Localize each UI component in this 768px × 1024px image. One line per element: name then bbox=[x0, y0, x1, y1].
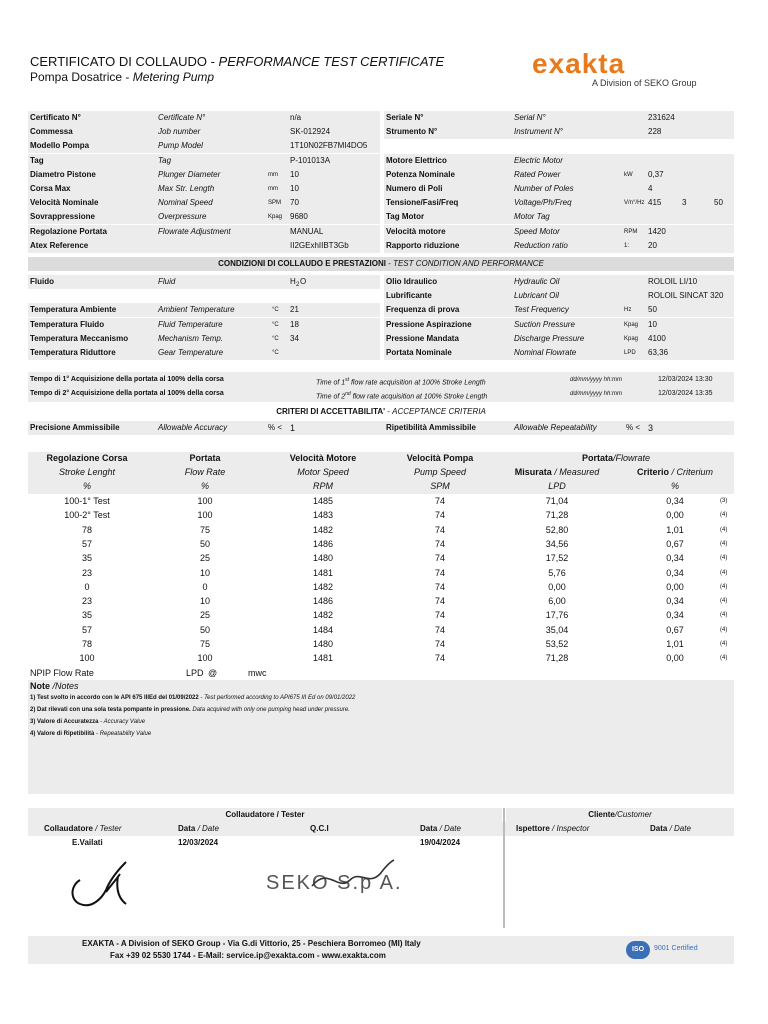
note-ref: (4) bbox=[720, 583, 728, 590]
criteria-row: Precisione Ammissibile Allowable Accuracy % < 1 Ripetibilità Ammissibile Allowable Repeatability % < 3 bbox=[28, 421, 734, 435]
table-cell: 10 bbox=[199, 596, 210, 607]
table-cell: 1486 bbox=[312, 596, 334, 607]
table-cell: 74 bbox=[434, 639, 445, 649]
info-right-row: Tensione/Fasi/Freq Voltage/Ph/Freq V/n°/Hz 415 3 50 bbox=[384, 196, 734, 210]
cond-left-row: Temperatura Fluido Fluid Temperature °C 18 bbox=[28, 318, 380, 332]
table-cell: 78 bbox=[81, 639, 92, 649]
table-cell: 17,52 bbox=[545, 553, 569, 564]
table-row bbox=[28, 623, 734, 637]
table-cell: 1480 bbox=[312, 639, 334, 649]
notes-box: Note /Notes 1) Test svolto in accordo con le API 675 IIIEd del 01/09/2022 - Test performed according to API675 III Ed on 09/01/2022 2) Dat rilevati con una sola testa pompante in pressione. Data acquired with only one pumping head under pressure. 3) Valore di Accuratezza - Accuracy Value 4) Valore di Ripetibilità - Repeatability Value bbox=[28, 680, 734, 794]
table-cell: 34,56 bbox=[545, 538, 569, 549]
info-left-row: Certificato N° Certificate N° n/a bbox=[28, 111, 380, 125]
note-item: 3) Valore di Accuratezza - Accuracy Value bbox=[30, 719, 146, 725]
cond-right-row: Pressione Mandata Discharge Pressure Kpag 4100 bbox=[384, 332, 734, 346]
tester-title: Collaudatore / Tester bbox=[28, 808, 502, 822]
info-right-block bbox=[384, 111, 734, 253]
table-cell: 10 bbox=[199, 567, 210, 578]
tester-name: E.Vailati bbox=[72, 838, 103, 847]
info-left-row: Diametro Pistone Plunger Diameter mm 10 bbox=[28, 168, 380, 182]
col-header: Regolazione Corsa bbox=[46, 453, 128, 463]
info-left-row: Commessa Job number SK-012924 bbox=[28, 125, 380, 139]
table-row bbox=[28, 537, 734, 551]
table-cell: 50 bbox=[199, 624, 210, 635]
table-cell: 74 bbox=[434, 553, 445, 564]
table-cell: 1484 bbox=[312, 624, 334, 635]
cond-left-row: Temperatura Riduttore Gear Temperature °C bbox=[28, 346, 380, 360]
table-cell: 74 bbox=[434, 610, 445, 621]
table-cell: 23 bbox=[81, 567, 92, 578]
signoff-block bbox=[28, 808, 734, 928]
table-cell: 1,01 bbox=[666, 639, 684, 649]
table-row bbox=[28, 651, 734, 665]
cond-left-row: Temperatura Ambiente Ambient Temperature °C 21 bbox=[28, 303, 380, 317]
info-left-row: Modello Pompa Pump Model 1T10N02FB7MI4DO5 bbox=[28, 139, 380, 153]
info-left-row: Corsa Max Max Str. Length mm 10 bbox=[28, 182, 380, 196]
info-left-block bbox=[28, 111, 380, 253]
note-ref: (3) bbox=[720, 498, 728, 504]
logo-tagline: A Division of SEKO Group bbox=[592, 78, 697, 88]
note-ref: (4) bbox=[720, 540, 728, 547]
certificate-subtitle: Pompa Dosatrice - Metering Pump bbox=[30, 70, 215, 84]
table-cell: 52,80 bbox=[545, 524, 569, 535]
table-row bbox=[28, 508, 734, 522]
note-ref: (4) bbox=[720, 655, 728, 662]
table-row bbox=[28, 580, 734, 594]
info-right-row: Motore Elettrico Electric Motor bbox=[384, 154, 734, 168]
info-left-row: Atex Reference II2GExhIIBT3Gb bbox=[28, 239, 380, 253]
table-cell: 0,00 bbox=[666, 653, 684, 664]
tester-date: 12/03/2024 bbox=[178, 838, 219, 847]
table-cell: 0,00 bbox=[666, 581, 684, 592]
accuracy-value: 1 bbox=[290, 423, 296, 433]
cond-left-row: Temperatura Meccanismo Mechanism Temp. °C 34 bbox=[28, 332, 380, 346]
table-row bbox=[28, 523, 734, 537]
table-cell: 1,01 bbox=[666, 524, 684, 535]
table-cell: 6,00 bbox=[548, 596, 566, 607]
note-item: 1) Test svolto in accordo con le API 675 IIIEd del 01/09/2022 - Test performed according to API675 III Ed on 09/01/2022 bbox=[30, 695, 356, 701]
title-it: CERTIFICATO DI COLLAUDO bbox=[30, 54, 207, 69]
table-cell: 0,34 bbox=[666, 610, 684, 621]
exakta-logo bbox=[532, 50, 712, 94]
seko-stamp: SEKO S.p A. bbox=[266, 872, 403, 894]
table-cell: 100-1° Test bbox=[64, 496, 110, 506]
table-cell: 74 bbox=[434, 581, 445, 592]
npip-row: NPIP Flow Rate LPD @ mwc bbox=[30, 667, 267, 678]
acquisition-row: Tempo di 2° Acquisizione della portata al 100% della corsa Time of 2nd flow rate acquisition at 100% Stroke Length dd/mm/yyyy hh:mm 12/03/2024 13:35 bbox=[30, 390, 713, 401]
table-cell: 0 bbox=[84, 581, 90, 592]
table-cell: 100 bbox=[197, 496, 213, 506]
table-cell: 100-2° Test bbox=[64, 510, 110, 521]
qci-signature bbox=[308, 856, 398, 896]
cond-right-row: Olio Idraulico Hydraulic Oil ROLOIL LI/10 bbox=[384, 275, 734, 289]
table-cell: 100 bbox=[197, 653, 213, 664]
repeatability-value: 3 bbox=[648, 423, 654, 433]
table-cell: 23 bbox=[81, 596, 92, 607]
certificate-title: CERTIFICATO DI COLLAUDO - PERFORMANCE TEST CERTIFICATE bbox=[30, 54, 445, 69]
table-cell: 35,04 bbox=[545, 624, 569, 635]
note-item: 2) Dat rilevati con una sola testa pompante in pressione. Data acquired with only one pumping head under pressure. bbox=[30, 707, 350, 713]
table-cell: 1481 bbox=[312, 653, 334, 664]
table-cell: 1480 bbox=[312, 553, 334, 564]
table-cell: 1486 bbox=[312, 538, 334, 549]
footer bbox=[28, 936, 734, 964]
table-cell: 71,28 bbox=[545, 653, 569, 664]
table-cell: 71,28 bbox=[545, 510, 569, 521]
table-row bbox=[28, 637, 734, 651]
criteria-title: CRITERI DI ACCETTABILITA' - ACCEPTANCE CRITERIA bbox=[276, 407, 486, 416]
table-row bbox=[28, 494, 734, 508]
table-cell: 74 bbox=[434, 596, 445, 607]
table-cell: 0,34 bbox=[666, 567, 684, 578]
customer-title: Cliente/Customer bbox=[506, 808, 734, 822]
results-header: Regolazione Corsa Portata Velocità Motore Velocità Pompa Portata/Flowrate Stroke Lenght Flow Rate Motor Speed Pump Speed Misurata / Measured Criterio / Criterium % % RPM SPM LPD % bbox=[28, 452, 734, 494]
table-cell: 5,76 bbox=[548, 567, 566, 578]
table-cell: 74 bbox=[434, 567, 445, 578]
info-left-row: Tag Tag P-101013A bbox=[28, 154, 380, 168]
cond-right-row: Portata Nominale Nominal Flowrate LPD 63,36 bbox=[384, 346, 734, 360]
table-cell: 17,76 bbox=[545, 610, 569, 621]
qci-date: 19/04/2024 bbox=[420, 838, 461, 847]
conditions-title: CONDIZIONI DI COLLAUDO E PRESTAZIONI - TEST CONDITION AND PERFORMANCE bbox=[28, 257, 734, 271]
info-right-row: Rapporto riduzione Reduction ratio 1: 20 bbox=[384, 239, 734, 253]
table-cell: 74 bbox=[434, 653, 445, 664]
table-cell: 1481 bbox=[312, 567, 334, 578]
results-table bbox=[28, 452, 734, 680]
cond-right-row: Frequenza di prova Test Frequency Hz 50 bbox=[384, 303, 734, 317]
table-cell: 100 bbox=[79, 653, 95, 664]
note-ref: (4) bbox=[720, 598, 728, 605]
cond-right-row: Lubrificante Lubricant Oil ROLOIL SINCAT 320 bbox=[384, 289, 734, 303]
info-right-row: Velocità motore Speed Motor RPM 1420 bbox=[384, 225, 734, 239]
table-cell: 53,52 bbox=[545, 639, 569, 649]
note-ref: (4) bbox=[720, 641, 728, 647]
tester-signature bbox=[66, 854, 146, 914]
table-cell: 1482 bbox=[312, 610, 334, 621]
table-cell: 35 bbox=[81, 553, 92, 564]
footer-line1: EXAKTA - A Division of SEKO Group - Via G.di Vittorio, 25 - Peschiera Borromeo (MI) Italy bbox=[82, 939, 421, 948]
iso-badge bbox=[626, 940, 716, 960]
note-ref: (4) bbox=[720, 612, 728, 619]
table-cell: 78 bbox=[81, 524, 92, 535]
table-cell: 35 bbox=[81, 610, 92, 621]
repeatability-label: Ripetibilità Ammissibile bbox=[386, 423, 476, 432]
table-cell: 57 bbox=[81, 538, 92, 549]
table-cell: 74 bbox=[434, 510, 445, 521]
table-cell: 25 bbox=[199, 610, 210, 621]
col-header: Velocità Pompa bbox=[406, 453, 474, 463]
table-cell: 0,34 bbox=[666, 496, 684, 506]
info-right-row bbox=[384, 139, 734, 153]
signoff-divider bbox=[503, 808, 505, 928]
note-ref: (4) bbox=[720, 555, 728, 562]
logo-wordmark: exakta bbox=[532, 48, 626, 79]
col-header: Velocità Motore bbox=[289, 453, 357, 463]
info-right-row: Tag Motor Motor Tag bbox=[384, 210, 734, 224]
table-cell: 75 bbox=[199, 639, 210, 649]
conditions-left bbox=[28, 275, 380, 360]
info-right-row: Potenza Nominale Rated Power kW 0,37 bbox=[384, 168, 734, 182]
table-cell: 74 bbox=[434, 538, 445, 549]
footer-line2: Fax +39 02 5530 1744 - E-Mail: service.ip@exakta.com - www.exakta.com bbox=[110, 951, 386, 960]
title-en: PERFORMANCE TEST CERTIFICATE bbox=[218, 54, 445, 69]
table-cell: 1482 bbox=[312, 581, 334, 592]
note-ref: (4) bbox=[720, 569, 728, 576]
cond-right-row: Pressione Aspirazione Suction Pressure Kpag 10 bbox=[384, 318, 734, 332]
table-cell: 74 bbox=[434, 624, 445, 635]
col-header: Portata bbox=[189, 453, 221, 463]
table-row bbox=[28, 594, 734, 608]
table-cell: 0 bbox=[202, 581, 208, 592]
signoff-col-headers: Collaudatore / Tester Data / Date Q.C.I Data / Date Ispettore / Inspector Data / Date bbox=[28, 822, 734, 836]
info-right-row: Seriale N° Serial N° 231624 bbox=[384, 111, 734, 125]
table-cell: 74 bbox=[434, 496, 445, 506]
table-cell: 25 bbox=[199, 553, 210, 564]
acquisition-row: Tempo di 1° Acquisizione della portata al 100% della corsa Time of 1st flow rate acquisition at 100% Stroke Length dd/mm/yyyy hh:mm 12/03/2024 13:30 bbox=[30, 376, 713, 387]
info-right-row: Strumento N° Instrument N° 228 bbox=[384, 125, 734, 139]
info-right-row: Numero di Poli Number of Poles 4 bbox=[384, 182, 734, 196]
table-cell: 0,34 bbox=[666, 553, 684, 564]
table-cell: 74 bbox=[434, 524, 445, 535]
note-item: 4) Valore di Ripetibilità - Repeatability Value bbox=[30, 731, 152, 737]
table-row bbox=[28, 551, 734, 565]
table-cell: 0,00 bbox=[666, 510, 684, 521]
conditions-right bbox=[384, 275, 734, 360]
table-cell: 1483 bbox=[312, 510, 334, 521]
table-cell: 100 bbox=[197, 510, 213, 521]
acquisition-times bbox=[28, 372, 734, 402]
cond-left-row: Fluido Fluid H 2 O bbox=[28, 275, 380, 289]
accuracy-label: Precisione Ammissibile bbox=[30, 423, 120, 432]
info-left-row: Regolazione Portata Flowrate Adjustment MANUAL bbox=[28, 225, 380, 239]
iso-globe-icon: ISO bbox=[626, 941, 650, 959]
table-cell: 0,67 bbox=[666, 624, 684, 635]
table-cell: 71,04 bbox=[545, 496, 569, 506]
table-row bbox=[28, 608, 734, 622]
table-cell: 0,34 bbox=[666, 596, 684, 607]
table-cell: 0,00 bbox=[548, 581, 566, 592]
info-left-row: Velocità Nominale Nominal Speed SPM 70 bbox=[28, 196, 380, 210]
table-row bbox=[28, 566, 734, 580]
table-cell: 0,67 bbox=[666, 538, 684, 549]
note-ref: (4) bbox=[720, 526, 728, 533]
info-left-row: Sovrappressione Overpressure Kpag 9680 bbox=[28, 210, 380, 224]
note-ref: (4) bbox=[720, 512, 728, 519]
cond-left-row bbox=[28, 289, 380, 303]
table-cell: 57 bbox=[81, 624, 92, 635]
note-ref: (4) bbox=[720, 626, 728, 633]
iso-9001-text: 9001 Certified bbox=[654, 945, 698, 952]
table-cell: 50 bbox=[199, 538, 210, 549]
table-cell: 1482 bbox=[312, 524, 334, 535]
table-cell: 1485 bbox=[312, 496, 334, 506]
table-cell: 75 bbox=[199, 524, 210, 535]
